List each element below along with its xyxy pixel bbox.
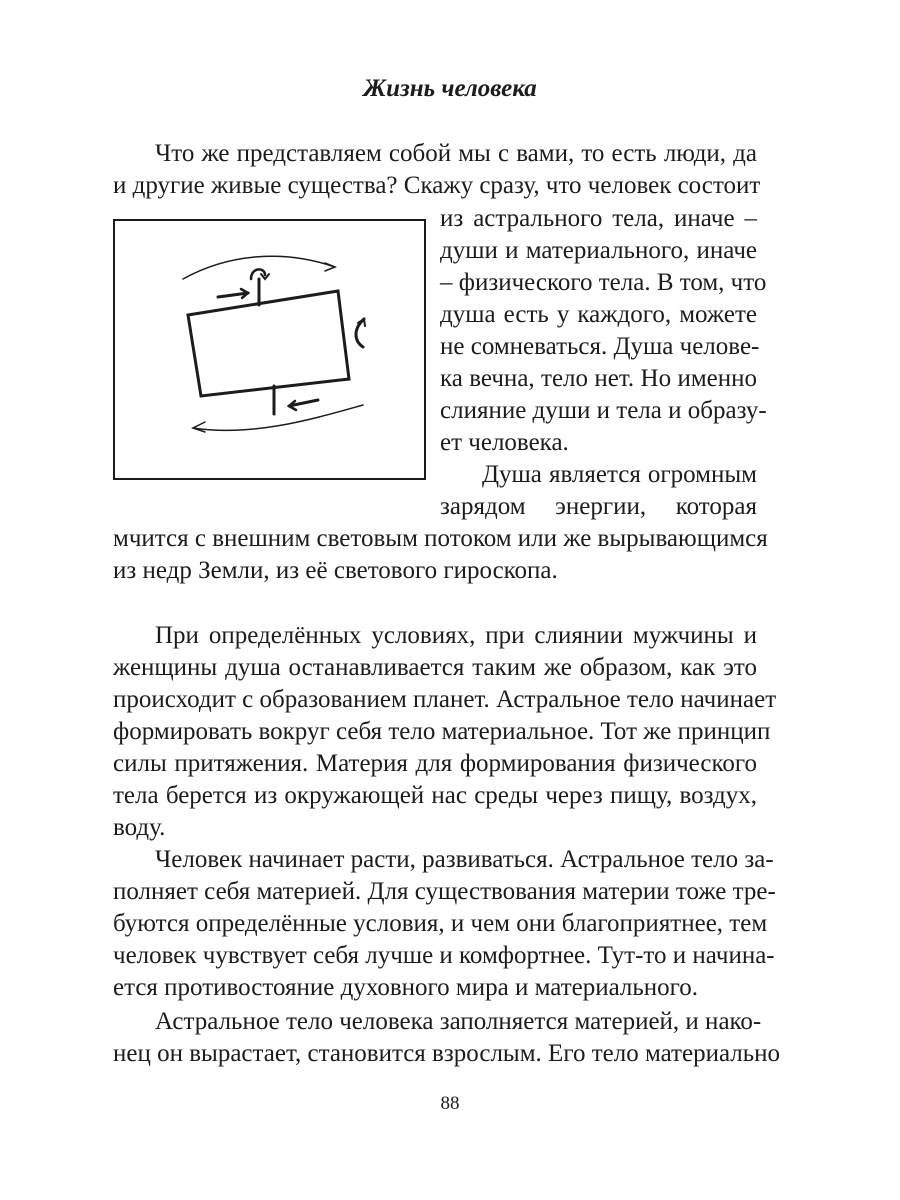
text-line: и другие живые существа? Скажу сразу, что человек состоит — [113, 172, 761, 199]
text-line: нец он вырастает, становится взрослым. Его тело материально — [113, 1040, 781, 1067]
chapter-title: Жизнь человека — [363, 75, 537, 102]
text-line: тела берется из окружающей нас среды через пищу, воздух, — [113, 782, 757, 809]
text-line: буются определённые условия, и чем они благоприятнее, тем — [113, 910, 768, 937]
text-line: происходит с образованием планет. Астральное тело начинает — [113, 686, 777, 713]
text-line: ет человека. — [440, 429, 569, 456]
text-line: воду. — [113, 814, 166, 841]
text-line: из астрального тела, иначе – — [440, 205, 757, 232]
text-line: формировать вокруг себя тело материальное. Тот же принцип — [113, 718, 771, 745]
text-line: женщины душа останавливается таким же образом, как это — [113, 654, 757, 681]
text-line: не сомневаться. Душа челове- — [440, 333, 760, 360]
text-line: При определённых условиях, при слиянии мужчины и — [155, 622, 757, 649]
text-line: слияние души и тела и образу- — [440, 397, 767, 424]
text-line: полняет себя материей. Для существования материи тоже тре- — [113, 878, 776, 905]
text-line: силы притяжения. Материя для формирования физического — [113, 750, 757, 777]
text-line: зарядом энергии, которая — [440, 493, 757, 520]
text-line: Что же представляем собой мы с вами, то есть люди, да — [155, 140, 757, 167]
text-line: душа есть у каждого, можете — [440, 301, 757, 328]
text-line: человек чувствует себя лучше и комфортнее. Тут-то и начина- — [113, 942, 775, 969]
text-line: души и материального, иначе — [440, 237, 757, 264]
text-line: ется противостояние духовного мира и материального. — [113, 974, 699, 1001]
text-line: Человек начинает расти, развиваться. Астральное тело за- — [155, 846, 774, 873]
text-line: из недр Земли, из её светового гироскопа. — [113, 557, 558, 584]
text-line: Астральное тело человека заполняется материей, и нако- — [155, 1008, 762, 1035]
page-number: 88 — [440, 1093, 460, 1114]
text-line: ка вечна, тело нет. Но именно — [440, 365, 757, 392]
text-line: Душа является огромным — [482, 461, 757, 488]
soul-body-diagram — [113, 219, 426, 480]
text-line: мчится с внешним световым потоком или же вырывающимся — [113, 525, 768, 552]
text-line: – физического тела. В том, что — [440, 269, 767, 296]
